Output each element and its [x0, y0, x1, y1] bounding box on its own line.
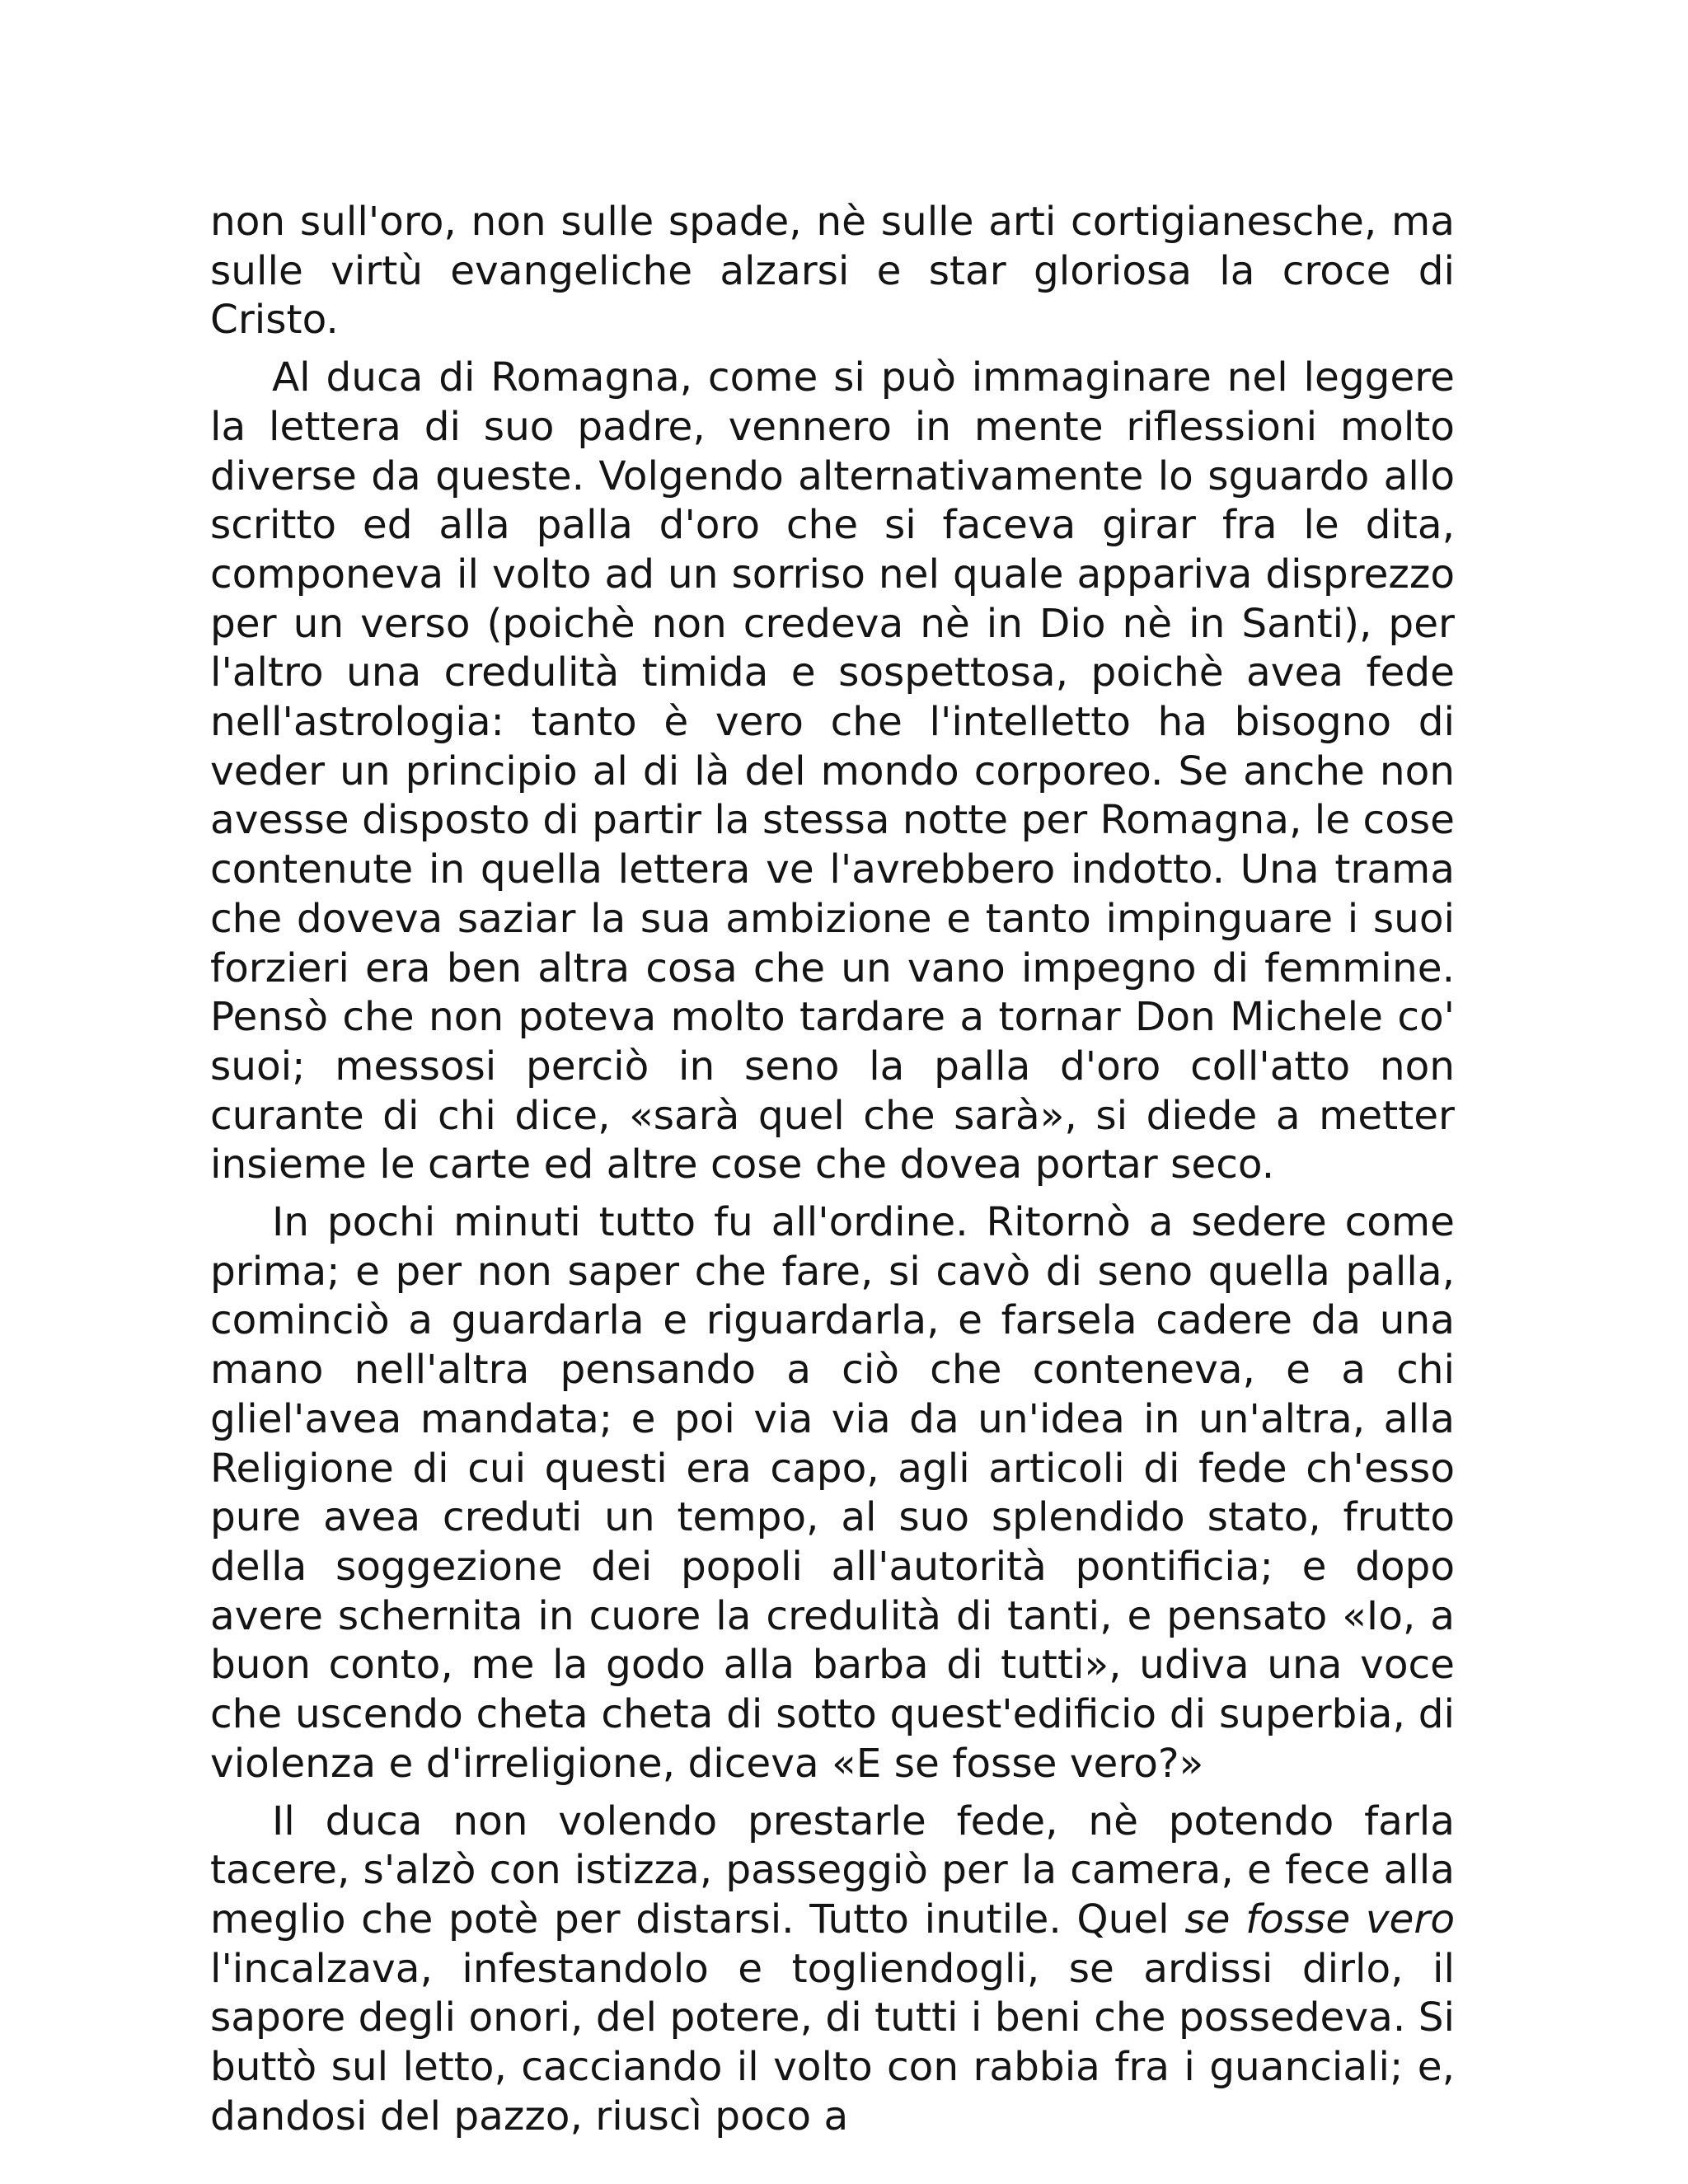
paragraph-4-italic-phrase: se fosse vero — [1184, 1896, 1456, 1943]
document-page — [210, 198, 1455, 2141]
paragraph-2 — [210, 354, 1455, 1190]
paragraph-3 — [210, 1198, 1455, 1788]
paragraph-4 — [210, 1797, 1455, 2142]
paragraph-1 — [210, 198, 1455, 345]
paragraph-4-text-start: Il duca non volendo prestarle fede, nè potendo farla tacere, s'alzò con istizza, passeggiò per la camera, e fece alla meglio che potè per distarsi. Tutto inutile. Quel — [210, 1797, 1455, 1943]
paragraph-3-text: In pochi minuti tutto fu all'ordine. Ritornò a sedere come prima; e per non saper che fare, si cavò di seno quella palla, cominciò a guardarla e riguardarla, e farsela cadere da una mano nell'altra pensando a ciò che conteneva, e a chi gliel'avea mandata; e poi via via da un'idea in un'altra, alla Religione di cui questi era capo, agli articoli di fede ch'esso pure avea creduti un tempo, al suo splendido stato, frutto della soggezione dei popoli all'autorità pontificia; e dopo avere schernita in cuore la credulità di tanti, e pensato «Io, a buon conto, me la godo alla barba di tutti», udiva una voce che uscendo cheta cheta di sotto quest'edificio di superbia, di violenza e d'irreligione, diceva «E se fosse vero?» — [210, 1199, 1455, 1787]
paragraph-1-text: non sull'oro, non sulle spade, nè sulle arti cortigianesche, ma sulle virtù evangeliche alzarsi e star gloriosa la croce di Cristo. — [210, 199, 1455, 344]
paragraph-4-text-end: l'incalzava, infestandolo e togliendogli, se ardissi dirlo, il sapore degli onori, del potere, di tutti i beni che possedeva. Si buttò sul letto, cacciando il volto con rabbia fra i guanciali; e, dandosi del pazzo, riuscì poco a — [210, 1945, 1455, 2139]
paragraph-2-text: Al duca di Romagna, come si può immaginare nel leggere la lettera di suo padre, vennero in mente riflessioni molto diverse da queste. Volgendo alternativamente lo sguardo allo scritto ed alla palla d'oro che si faceva girar fra le dita, componeva il volto ad un sorriso nel quale appariva disprezzo per un verso (poichè non credeva nè in Dio nè in Santi), per l'altro una credulità timida e sospettosa, poichè avea fede nell'astrologia: tanto è vero che l'intelletto ha bisogno di veder un principio al di là del mondo corporeo. Se anche non avesse disposto di partir la stessa notte per Romagna, le cose contenute in quella lettera ve l'avrebbero indotto. Una trama che doveva saziar la sua ambizione e tanto impinguare i suoi forzieri era ben altra cosa che un vano impegno di femmine. Pensò che non poteva molto tardare a tornar Don Michele co' suoi; messosi perciò in seno la palla d'oro coll'atto non curante di chi dice, «sarà quel che sarà», si diede a metter insieme le carte ed altre cose che dovea portar seco. — [210, 354, 1455, 1188]
